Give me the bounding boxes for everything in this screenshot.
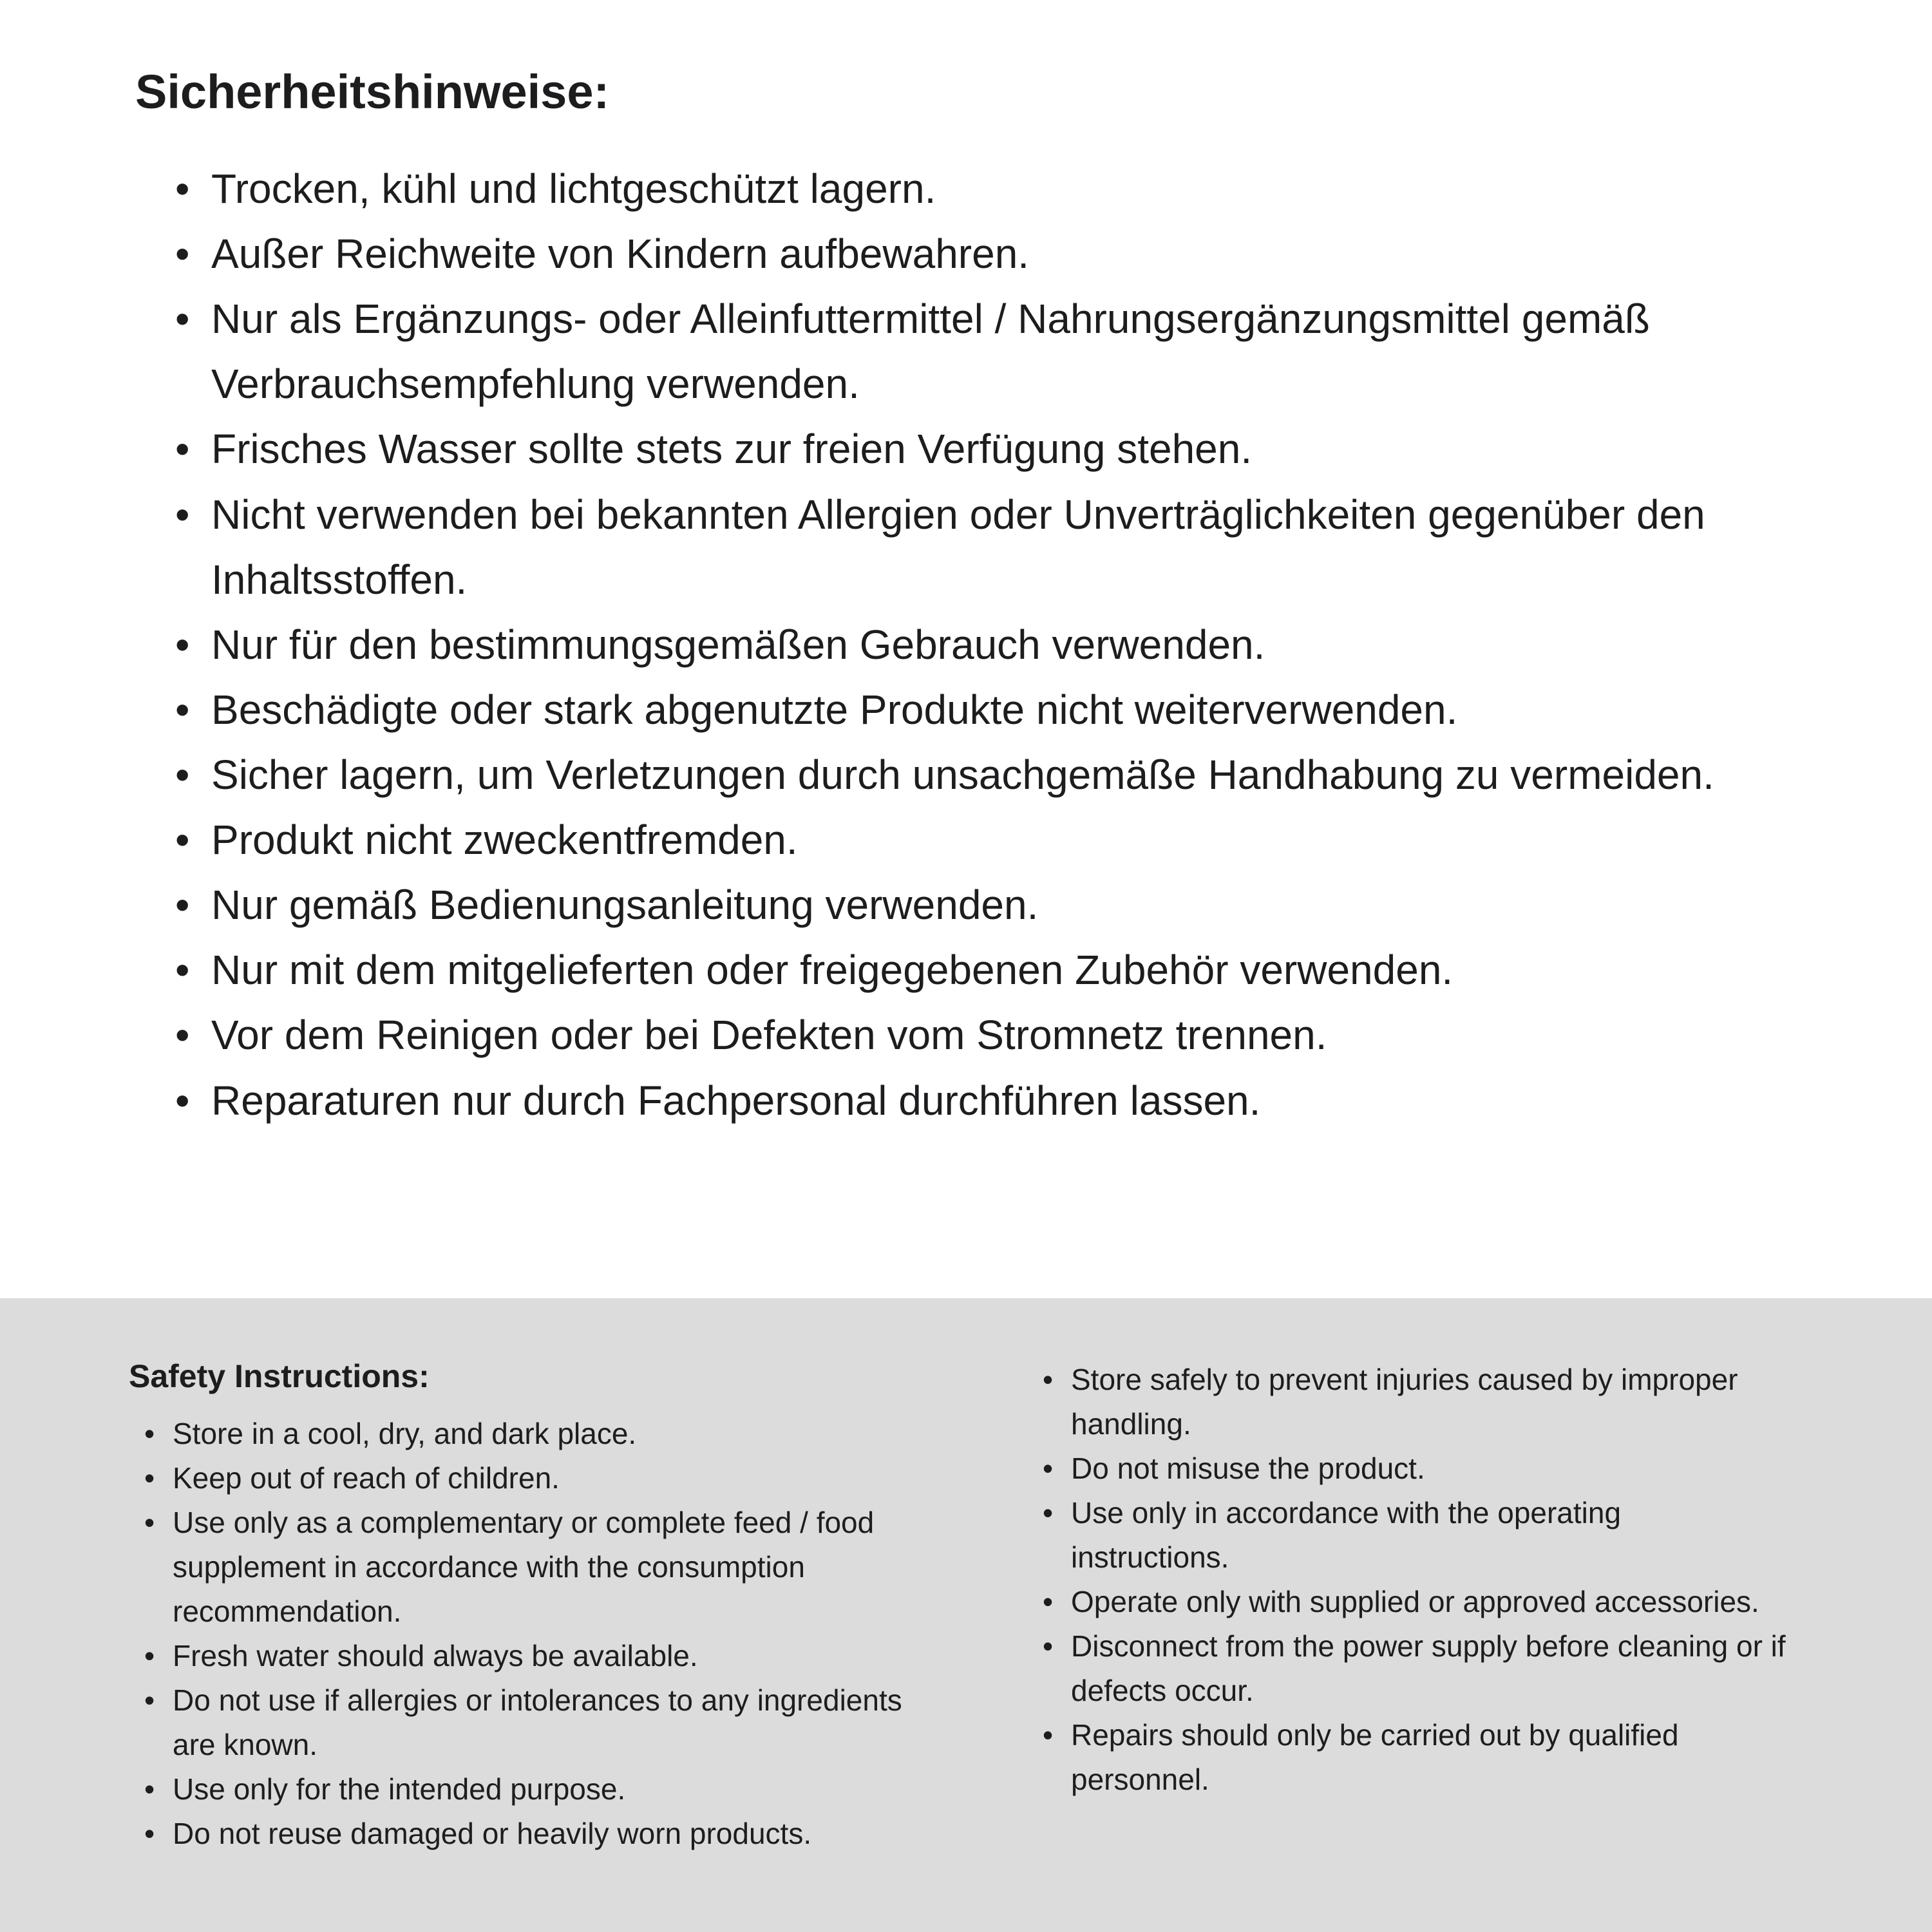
instruction-text: Nur gemäß Bedienungsanleitung verwenden. <box>211 882 1039 929</box>
instruction-text: Trocken, kühl und lichtgeschützt lagern. <box>211 166 936 212</box>
instruction-text: Do not use if allergies or intolerances to any ingredients are known. <box>173 1683 902 1761</box>
instruction-text: Nur mit dem mitgelieferten oder freigegebenen Zubehör verwenden. <box>211 947 1454 994</box>
bullet-icon: • <box>1043 1496 1054 1530</box>
list-item <box>144 1678 931 1767</box>
instruction-text: Do not misuse the product. <box>1071 1452 1425 1485</box>
list-item <box>175 808 1771 873</box>
bullet-icon: • <box>1043 1585 1054 1618</box>
german-section-title: Sicherheitshinweise: <box>135 65 610 118</box>
instruction-text: Store safely to prevent injuries caused by improper handling. <box>1071 1363 1738 1441</box>
bullet-icon: • <box>175 751 190 798</box>
bullet-icon: • <box>175 166 190 212</box>
bullet-icon: • <box>175 426 190 473</box>
list-item <box>144 1812 931 1856</box>
bullet-icon: • <box>1043 1452 1054 1485</box>
instruction-text: Beschädigte oder stark abgenutzte Produkte nicht weiterverwenden. <box>211 686 1458 733</box>
instruction-text: Fresh water should always be available. <box>173 1639 698 1672</box>
bullet-icon: • <box>175 882 190 929</box>
instruction-text: Nur für den bestimmungsgemäßen Gebrauch verwenden. <box>211 621 1265 668</box>
instruction-text: Use only in accordance with the operating instructions. <box>1071 1496 1622 1574</box>
instruction-text: Vor dem Reinigen oder bei Defekten vom Stromnetz trennen. <box>211 1012 1327 1059</box>
list-item <box>175 938 1771 1003</box>
list-item <box>1043 1624 1787 1713</box>
list-item <box>144 1634 931 1678</box>
list-item <box>175 156 1771 222</box>
bullet-icon: • <box>144 1683 155 1717</box>
bullet-icon: • <box>144 1817 155 1850</box>
list-item <box>1043 1713 1787 1802</box>
instruction-text: Produkt nicht zweckentfremden. <box>211 817 798 864</box>
list-item <box>175 482 1771 612</box>
instruction-text: Disconnect from the power supply before cleaning or if defects occur. <box>1071 1629 1786 1707</box>
list-item <box>1043 1446 1787 1491</box>
list-item <box>175 287 1771 417</box>
bullet-icon: • <box>144 1506 155 1539</box>
english-left-column <box>129 1358 931 1856</box>
list-item <box>175 1003 1771 1068</box>
english-instruction-list-left <box>129 1412 931 1856</box>
bullet-icon: • <box>175 686 190 733</box>
instruction-text: Sicher lagern, um Verletzungen durch unsachgemäße Handhabung zu vermeiden. <box>211 751 1714 798</box>
list-item <box>175 743 1771 808</box>
list-item <box>144 1767 931 1812</box>
instruction-text: Nur als Ergänzungs- oder Alleinfuttermittel / Nahrungsergänzungsmittel gemäß Verbrauchsempfehlung verwenden. <box>211 296 1650 408</box>
bullet-icon: • <box>144 1639 155 1672</box>
instruction-text: Frisches Wasser sollte stets zur freien Verfügung stehen. <box>211 426 1253 473</box>
list-item <box>175 1068 1771 1133</box>
bullet-icon: • <box>175 491 190 538</box>
instruction-text: Store in a cool, dry, and dark place. <box>173 1417 637 1450</box>
german-instruction-list <box>135 156 1771 1133</box>
english-right-column <box>1027 1358 1787 1802</box>
bullet-icon: • <box>175 947 190 994</box>
instruction-text: Nicht verwenden bei bekannten Allergien oder Unverträglichkeiten gegenüber den Inhaltsstoffen. <box>211 491 1705 603</box>
bullet-icon: • <box>175 296 190 343</box>
list-item <box>1043 1580 1787 1624</box>
english-instruction-list-right <box>1027 1358 1787 1802</box>
english-section-title: Safety Instructions: <box>129 1358 430 1394</box>
bullet-icon: • <box>144 1772 155 1806</box>
instruction-text: Do not reuse damaged or heavily worn products. <box>173 1817 812 1850</box>
list-item <box>144 1456 931 1501</box>
bullet-icon: • <box>1043 1718 1054 1752</box>
list-item <box>144 1412 931 1456</box>
list-item <box>175 677 1771 743</box>
instruction-text: Operate only with supplied or approved accessories. <box>1071 1585 1759 1618</box>
instruction-text: Repairs should only be carried out by qualified personnel. <box>1071 1718 1679 1796</box>
bullet-icon: • <box>175 1012 190 1059</box>
list-item <box>175 873 1771 938</box>
bullet-icon: • <box>175 621 190 668</box>
instruction-text: Außer Reichweite von Kindern aufbewahren. <box>211 231 1030 278</box>
bullet-icon: • <box>1043 1629 1054 1663</box>
list-item <box>1043 1358 1787 1446</box>
english-safety-section <box>0 1298 1932 1932</box>
bullet-icon: • <box>144 1417 155 1450</box>
list-item <box>1043 1491 1787 1580</box>
list-item <box>175 417 1771 482</box>
bullet-icon: • <box>175 1077 190 1124</box>
list-item <box>144 1501 931 1634</box>
list-item <box>175 222 1771 287</box>
list-item <box>175 612 1771 677</box>
bullet-icon: • <box>1043 1363 1054 1396</box>
bullet-icon: • <box>175 817 190 864</box>
bullet-icon: • <box>175 231 190 278</box>
instruction-text: Keep out of reach of children. <box>173 1461 560 1495</box>
bullet-icon: • <box>144 1461 155 1495</box>
instruction-text: Use only for the intended purpose. <box>173 1772 626 1806</box>
instruction-text: Reparaturen nur durch Fachpersonal durchführen lassen. <box>211 1077 1261 1124</box>
instruction-text: Use only as a complementary or complete feed / food supplement in accordance with the consumption recommendation. <box>173 1506 875 1628</box>
